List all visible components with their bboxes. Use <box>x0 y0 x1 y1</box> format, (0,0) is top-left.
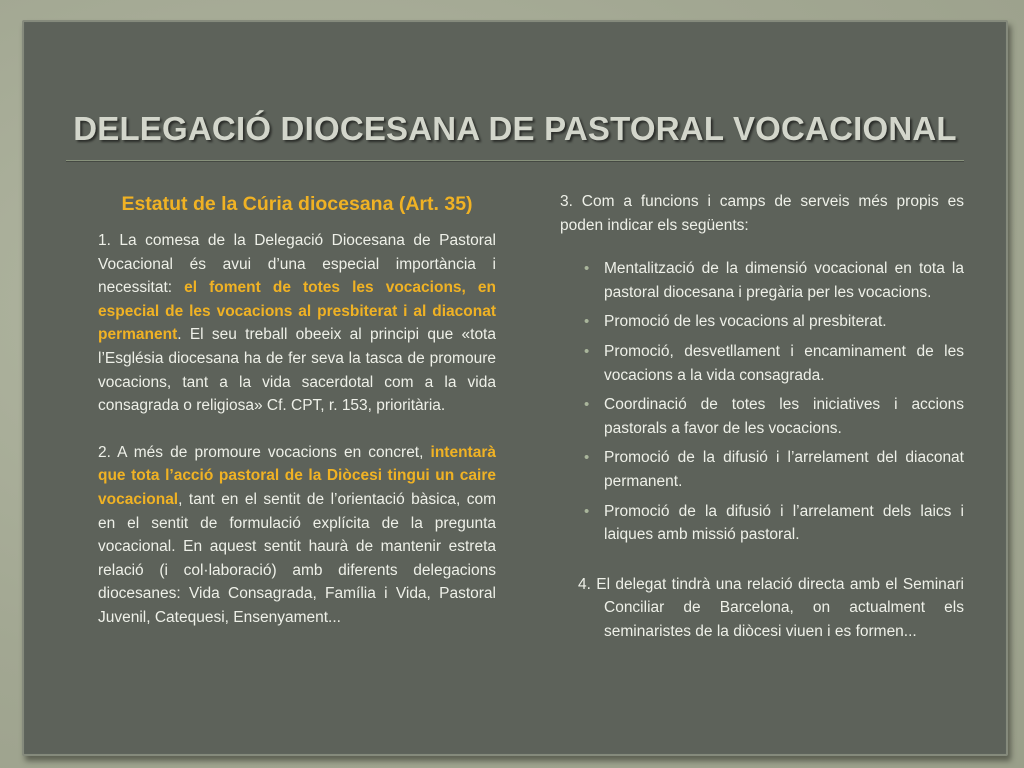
paragraph-3: 3. Com a funcions i camps de serveis més propis es poden indicar els següents: <box>560 193 964 234</box>
list-item: • Promoció de les vocacions al presbiterat. <box>560 310 964 334</box>
list-item: • Coordinació de totes les iniciatives i accions pastorals a favor de les vocacions. <box>560 393 964 440</box>
paragraph-1 <box>98 229 496 418</box>
paragraph-4: 4. El delegat tindrà una relació directa amb el Seminari Conciliar de Barcelona, on actualment els seminaristes de la diòcesi viuen i es formen... <box>578 575 964 640</box>
paragraph-1-text-a: 1. La comesa de la Delegació Diocesana de Pastoral Vocacional és avui d’una especial importància i necessitat: <box>98 232 496 297</box>
list-item: • Promoció de la difusió i l’arrelament del diaconat permanent. <box>560 446 964 493</box>
list-item: • Mentalització de la dimensió vocacional en tota la pastoral diocesana i pregària per les vocacions. <box>560 257 964 304</box>
paragraph-gap <box>98 418 496 441</box>
paragraph-2-text-a: 2. A més de promoure vocacions en concret, <box>98 443 431 461</box>
paragraph-2 <box>98 441 496 630</box>
list-item: • Promoció, desvetllament i encaminament de les vocacions a la vida consagrada. <box>560 340 964 387</box>
functions-list <box>560 257 964 547</box>
slide-panel <box>22 20 1008 756</box>
slide-title: DELEGACIÓ DIOCESANA DE PASTORAL VOCACIONAL <box>73 110 957 147</box>
left-column <box>98 190 496 630</box>
paragraph-2-text-c: , tant en el sentit de l’orientació bàsica, com en el sentit de formulació explícita de la pregunta vocacional. En aquest sentit haurà de mantenir estreta relació (i col·laboració) amb diferents delegacions diocesanes: Vida Consagrada, Família i Vida, Pastoral Juvenil, Catequesi, Ensenyament... <box>98 490 496 626</box>
right-column <box>560 190 964 644</box>
paragraph-1-highlight: el foment de totes les vocacions, en especial de les vocacions al presbiterat i al diaconat permanent <box>98 279 496 344</box>
left-subtitle: Estatut de la Cúria diocesana (Art. 35) <box>121 193 473 215</box>
paragraph-2-highlight: intentarà que tota l’acció pastoral de la Diòcesi tingui un caire vocacional <box>98 443 496 508</box>
list-item: • Promoció de la difusió i l’arrelament dels laics i laiques amb missió pastoral. <box>560 500 964 547</box>
paragraph-1-text-c: . El seu treball obeeix al principi que «tota l’Església diocesana ha de fer seva la tasca de promoure vocacions, tant a la vida sacerdotal com a la vida consagrada o religiosa» Cf. CPT, r. 153, prioritària. <box>98 326 496 415</box>
title-divider <box>66 160 964 161</box>
